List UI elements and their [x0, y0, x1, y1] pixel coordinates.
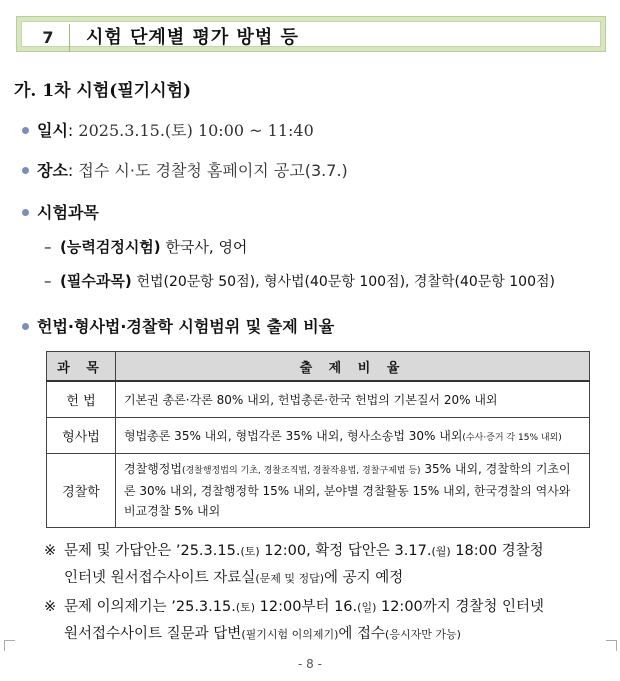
corner-mark-icon	[606, 640, 617, 651]
page-number: - 8 -	[298, 657, 322, 671]
scope-table	[46, 351, 590, 528]
subject-text: 한국사, 영어	[165, 238, 248, 256]
table-cell-content	[116, 417, 590, 453]
subject-category: (필수과목)	[60, 272, 132, 290]
table-cell-subject: 헌 법	[47, 381, 116, 417]
dash-icon: –	[44, 272, 52, 290]
bullet-dot-icon	[22, 127, 29, 134]
subjects-label: 시험과목	[37, 203, 99, 222]
scope-line	[22, 316, 334, 338]
subjects-line	[22, 202, 99, 224]
table-row	[47, 381, 590, 417]
subject-item-2	[44, 270, 555, 293]
place-label: 장소	[37, 161, 68, 180]
table-header-ratio: 출 제 비 율	[116, 352, 590, 382]
table-cell-a: 경찰행정법	[124, 462, 182, 476]
note-mark: ※	[44, 543, 57, 559]
section-number: 7	[28, 26, 68, 50]
table-header-subject: 과 목	[47, 352, 116, 382]
subject-item-1	[44, 236, 247, 258]
note-mark: ※	[44, 599, 57, 615]
table-cell-content: 기본권 총론·각론 80% 내외, 헌법총론·한국 헌법의 기본질서 20% 내외	[116, 381, 590, 417]
bullet-dot-icon	[22, 167, 29, 174]
section-title: 시험 단계별 평가 방법 등	[86, 27, 299, 48]
table-cell-subject: 경찰학	[47, 453, 116, 527]
section-header	[16, 16, 606, 52]
table-cell-subject: 형사법	[47, 417, 116, 453]
date-label: 일시	[37, 121, 68, 140]
table-cell-small: (수사·증거 각 15% 내외)	[462, 432, 562, 443]
note-2: ※ 문제 이의제기는 ’25.3.15.(토) 12:00부터 16.(일) 12:00까지 경찰청 인터넷 원서접수사이트 질문과 답변(필기시험 이의제기)에 접수(응시자만 가능)	[44, 594, 604, 648]
corner-mark-icon	[4, 640, 15, 651]
note-1: ※ 문제 및 가답안은 ’25.3.15.(토) 12:00, 확정 답안은 3.17.(월) 18:00 경찰청 인터넷 원서접수사이트 자료실(문제 및 정답)에 공지 예정	[44, 538, 604, 592]
table-header-row	[47, 352, 590, 382]
table-cell-a-small: (경찰행정법의 기초, 경찰조직법, 경찰작용법, 경찰구제법 등)	[181, 466, 421, 476]
subject-category: (능력검정시험)	[60, 238, 161, 256]
date-line: 일시: 2025.3.15.(토) 10:00 ~ 11:40	[22, 120, 314, 142]
section-header-inner	[21, 21, 601, 47]
bullet-dot-icon	[22, 323, 29, 330]
place-value: 접수 시·도 경찰청 홈페이지 공고(3.7.)	[78, 161, 348, 180]
table-row	[47, 453, 590, 527]
scope-label: 헌법·형사법·경찰학 시험범위 및 출제 비율	[37, 317, 335, 336]
dash-icon: –	[44, 238, 52, 256]
subsection-title: 가. 1차 시험(필기시험)	[14, 81, 192, 101]
table-cell-content	[116, 453, 590, 527]
table-row	[47, 417, 590, 453]
table-cell-b: 35% 내외, 경찰학의 기초이론 30% 내외, 경찰행정학 15% 내외, 분야별 경찰활동 15% 내외, 한국경찰의 역사와 비교경찰 5% 내외	[124, 462, 571, 518]
subject-text: 헌법(20문항 50점), 형사법(40문항 100점), 경찰학(40문항 100점)	[136, 274, 555, 290]
bullet-dot-icon	[22, 209, 29, 216]
table-cell-main: 형법총론 35% 내외, 형법각론 35% 내외, 형사소송법 30% 내외	[124, 428, 463, 443]
date-value: 2025.3.15.(토) 10:00 ~ 11:40	[78, 121, 314, 140]
place-line: 장소: 접수 시·도 경찰청 홈페이지 공고(3.7.)	[22, 160, 348, 182]
